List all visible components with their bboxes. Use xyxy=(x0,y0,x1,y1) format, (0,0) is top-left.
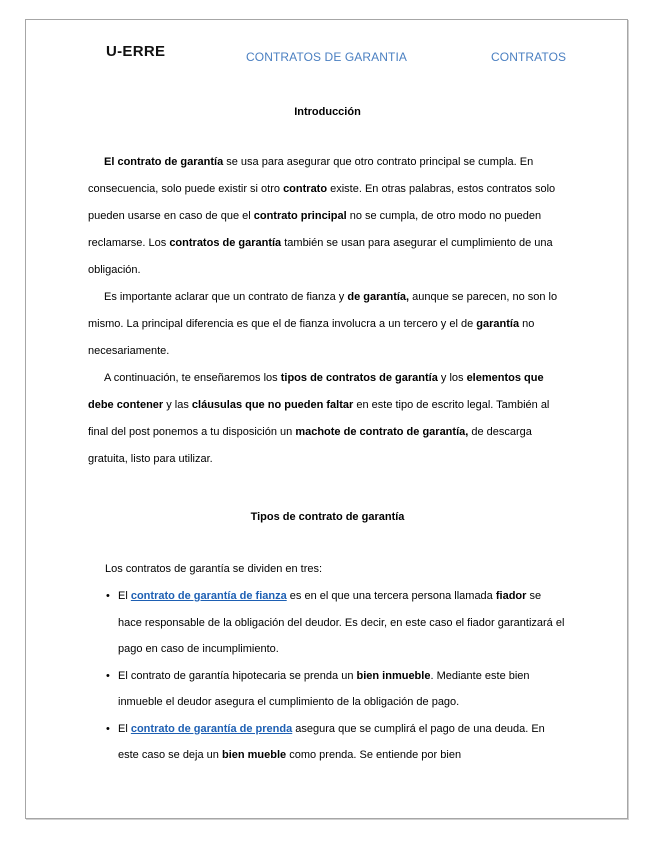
bullet-icon: • xyxy=(106,722,110,735)
intro-paragraph-1: El contrato de garantía se usa para asegurar que otro contrato principal se cumpla. En consecuencia, solo puede existir si otro contrato existe. En otras palabras, estos contratos solo pueden usarse en caso de que el contrato principal no se cumpla, de otro modo no pueden reclamarse. Los contratos de garantía también se usan para asegurar el cumplimiento de una obligación. xyxy=(88,156,556,276)
types-heading: Tipos de contrato de garantía xyxy=(250,511,405,523)
bullet-icon: • xyxy=(106,669,110,682)
bullet-icon: • xyxy=(106,590,110,602)
link-garantia-fianza[interactable]: contrato de garantía de fianza xyxy=(130,590,287,602)
types-list xyxy=(88,583,566,769)
header-right-title: CONTRATOS xyxy=(491,50,567,64)
list-item: • El contrato de garantía de prenda asegura que se cumplirá el pago de una deuda. En este caso se deja un bien mueble como prenda. Se entiende por bien xyxy=(88,716,566,769)
link-garantia-prenda[interactable]: contrato de garantía de prenda xyxy=(130,722,293,735)
intro-heading: Introducción xyxy=(294,106,361,118)
intro-paragraph-2: Es importante aclarar que un contrato de fianza y de garantía, aunque se parecen, no son lo mismo. La principal diferencia es que el de fianza involucra a un tercero y el de garantía no necesariamente. xyxy=(88,291,558,357)
document-page xyxy=(25,19,628,819)
header-center-title: CONTRATOS DE GARANTIA xyxy=(246,50,408,64)
list-item: • El contrato de garantía hipotecaria se prenda un bien inmueble. Mediante este bien inmueble el deudor asegura el cumplimiento de la obligación de pago. xyxy=(88,663,566,716)
intro-paragraph-3: A continuación, te enseñaremos los tipos de contratos de garantía y los elementos que debe contener y las cláusulas que no pueden faltar en este tipo de escrito legal. También al final del post ponemos a tu disposición un machote de contrato de garantía, de descarga gratuita, listo para utilizar. xyxy=(88,372,550,465)
types-lead: Los contratos de garantía se dividen en tres: xyxy=(105,563,323,575)
brand-logo: U-ERRE xyxy=(106,43,166,60)
list-item: • El contrato de garantía de fianza es en el que una tercera persona llamada fiador se hace responsable de la obligación del deudor. Es decir, en este caso el fiador garantizará el pago en caso de incumplimiento. xyxy=(88,583,566,663)
